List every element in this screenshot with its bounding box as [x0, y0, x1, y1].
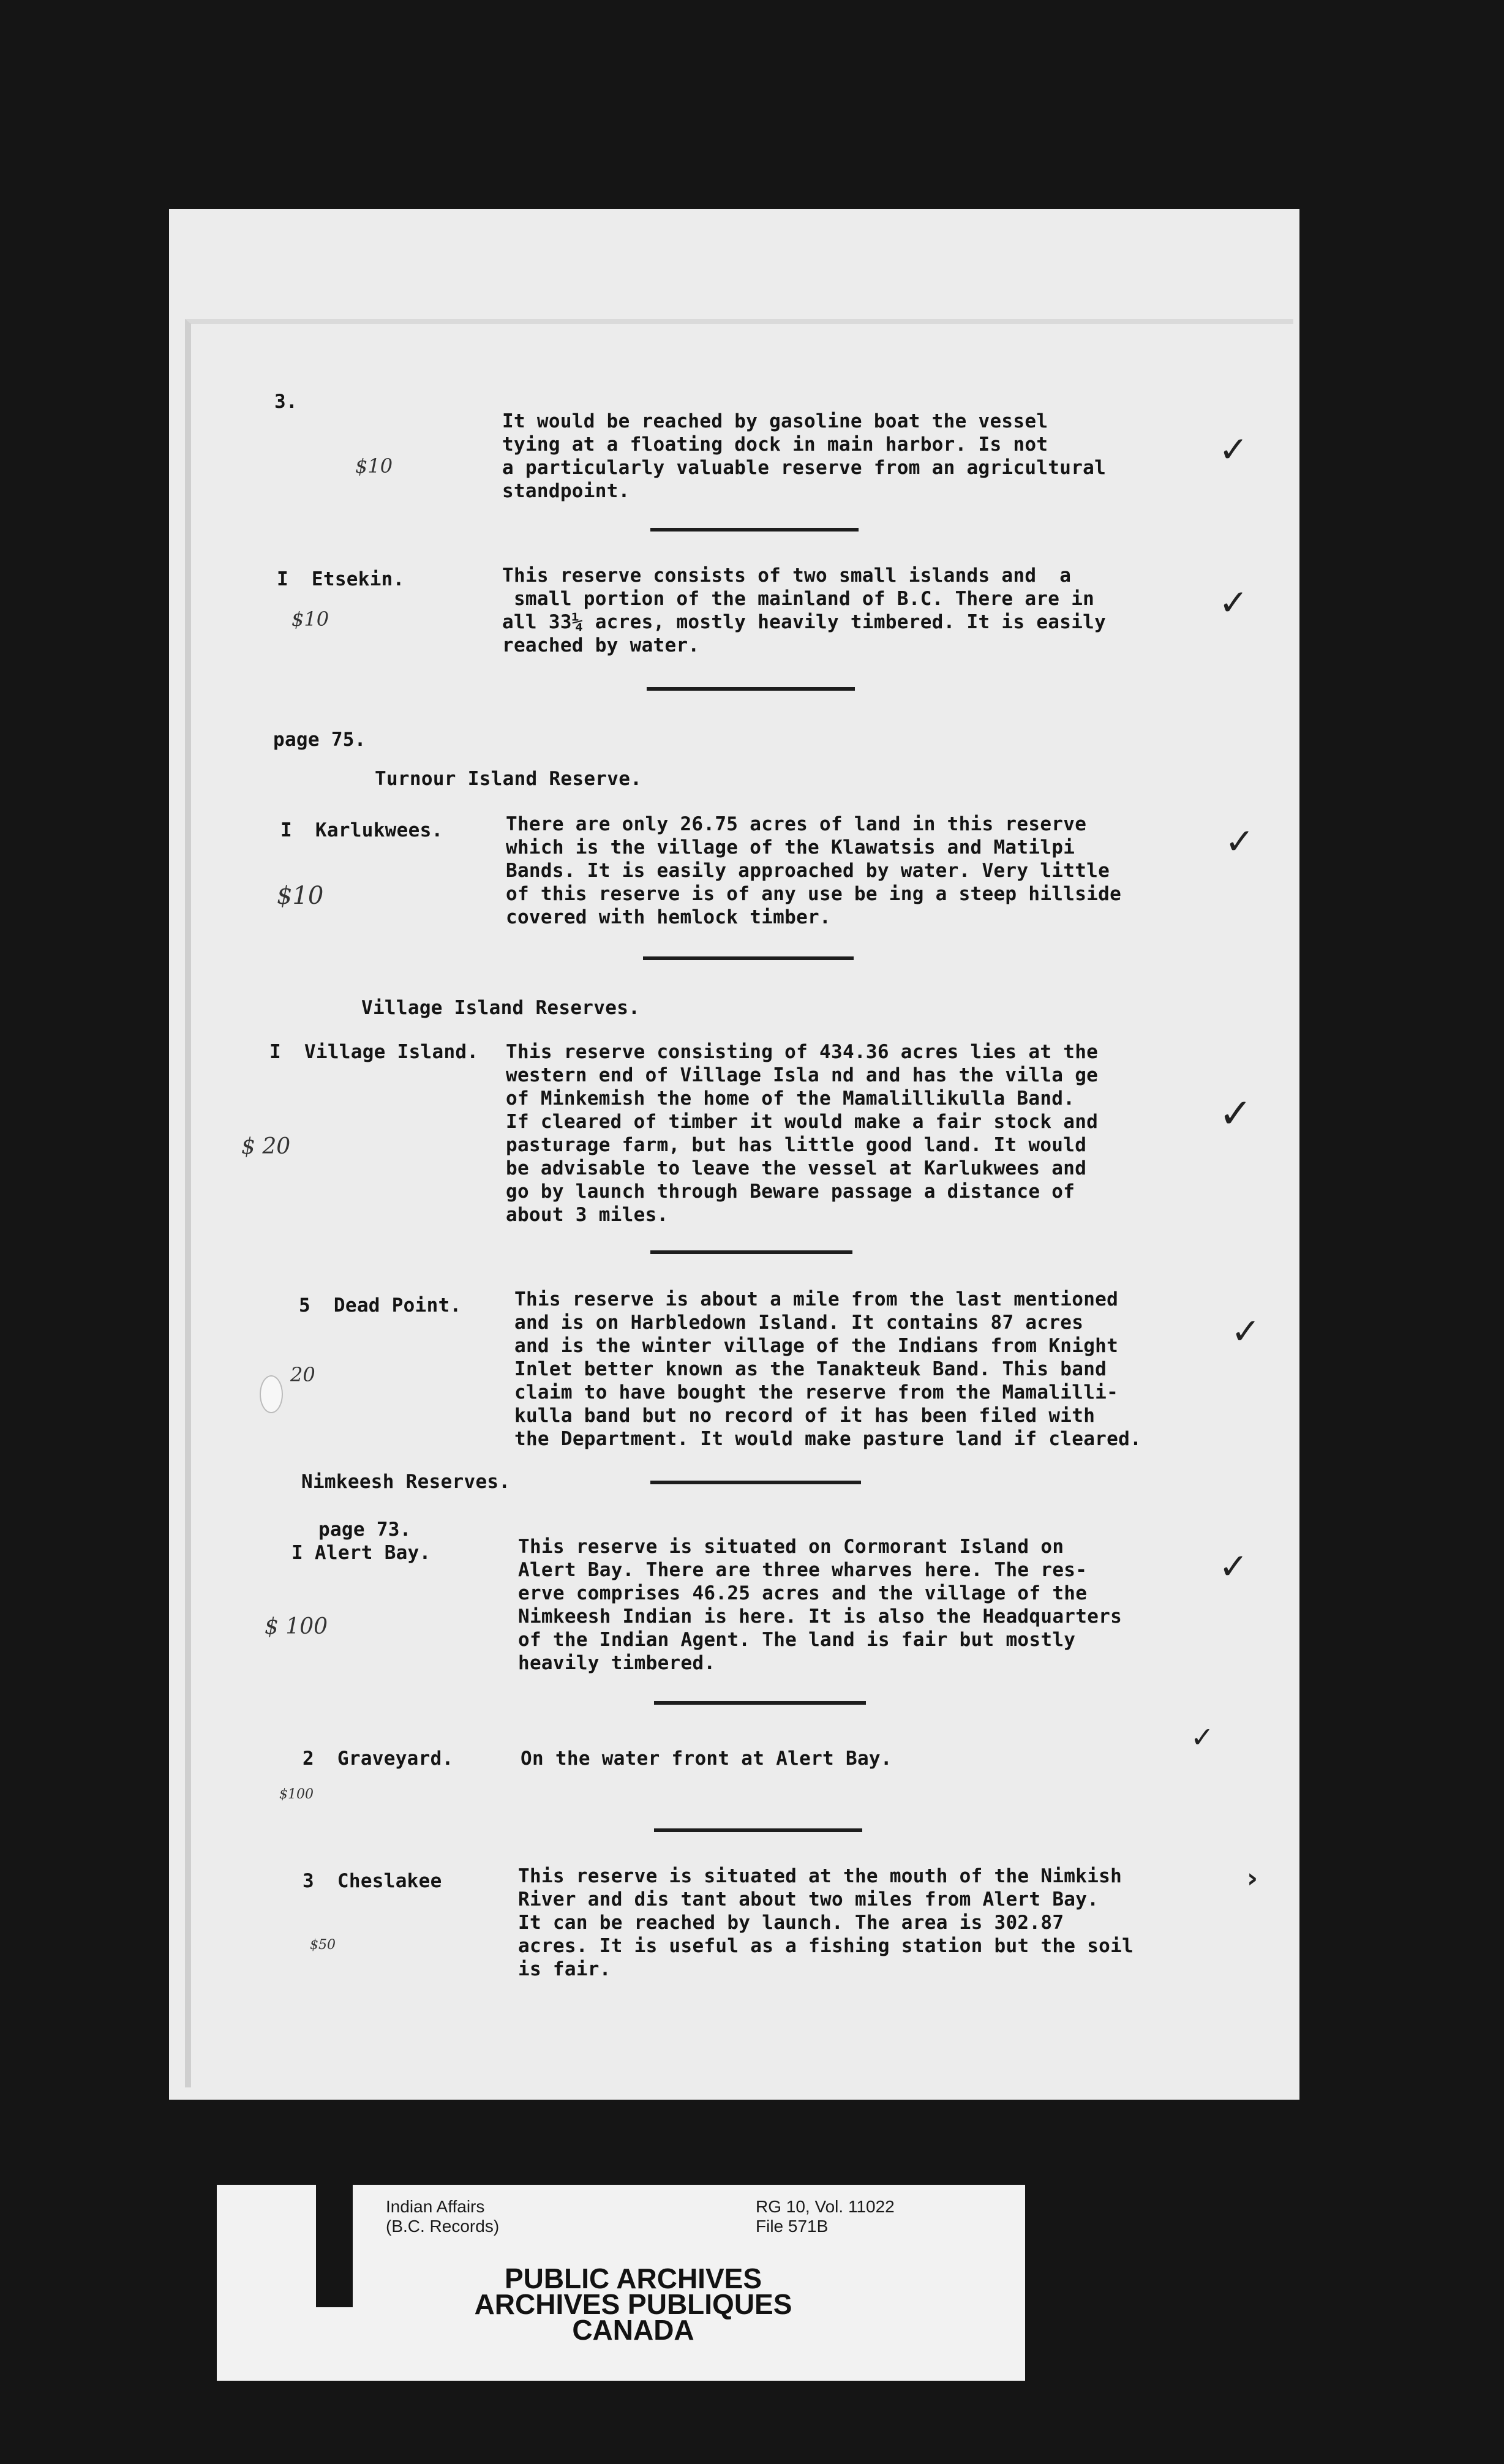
entry-line: of this reserve is of any use be ing a steep hillside [506, 883, 1122, 905]
check-mark: ✓ [1231, 1310, 1261, 1352]
entry-line: and is on Harbledown Island. It contains 87 acres [514, 1312, 1084, 1334]
margin-note: 20 [290, 1363, 315, 1386]
check-mark: › [1247, 1863, 1258, 1894]
entry-line: Bands. It is easily approached by water. Very little [506, 860, 1110, 882]
continuation-line: tying at a floating dock in main harbor. Is not [502, 434, 1048, 456]
margin-note: $ 100 [265, 1614, 328, 1639]
entry-line: covered with hemlock timber. [506, 906, 831, 928]
page-reference: page 73. [318, 1519, 412, 1541]
check-mark: ✓ [1219, 1546, 1249, 1587]
entry-line: On the water front at Alert Bay. [521, 1748, 892, 1770]
entry-label: 2 Graveyard. [303, 1748, 454, 1770]
check-mark: ✓ [1225, 821, 1255, 862]
section-rule [650, 1250, 852, 1254]
check-mark: ✓ [1219, 1090, 1253, 1137]
entry-line: pasturage farm, but has little good land. It would [506, 1134, 1087, 1156]
entry-line: the Department. It would make pasture land if cleared. [514, 1428, 1142, 1450]
section-rule [650, 528, 859, 531]
entry-line: Inlet better known as the Tanakteuk Band. This band [514, 1358, 1107, 1380]
entry-label: 3 Cheslakee [303, 1870, 442, 1892]
punch-hole [260, 1375, 283, 1413]
entry-line: all 33¼ acres, mostly heavily timbered. It is easily [502, 611, 1107, 633]
section-rule [654, 1828, 862, 1832]
page-number: 3. [274, 391, 298, 413]
page-reference: page 75. [273, 729, 366, 751]
archive-label-card [217, 2185, 1025, 2381]
continuation-line: standpoint. [502, 480, 630, 502]
archive-country: CANADA [572, 2314, 694, 2346]
entry-line: This reserve is situated on Cormorant Island on [518, 1536, 1064, 1558]
section-heading: Village Island Reserves. [361, 997, 641, 1019]
entry-line: reached by water. [502, 634, 700, 656]
margin-note: $10 [291, 607, 329, 631]
section-rule [650, 1481, 861, 1484]
collection-subname: (B.C. Records) [386, 2217, 500, 2236]
entry-line: which is the village of the Klawatsis and Matilpi [506, 836, 1075, 858]
label-notch [316, 2185, 353, 2307]
archive-title-fr: ARCHIVES PUBLIQUES [474, 2288, 792, 2320]
section-rule [643, 956, 854, 960]
entry-line: go by launch through Beware passage a distance of [506, 1181, 1075, 1203]
entry-label: I Alert Bay. [291, 1542, 431, 1564]
entry-line: of Minkemish the home of the Mamalillikulla Band. [506, 1087, 1075, 1110]
entry-line: and is the winter village of the Indians from Knight [514, 1335, 1119, 1357]
entry-line: small portion of the mainland of B.C. There are in [502, 588, 1095, 610]
entry-label: I Village Island. [269, 1041, 479, 1063]
margin-note: $ 20 [241, 1134, 291, 1159]
record-group: RG 10, Vol. 11022 [756, 2197, 895, 2216]
entry-line: is fair. [518, 1958, 611, 1980]
check-mark: ✓ [1219, 582, 1249, 623]
section-heading: Turnour Island Reserve. [375, 768, 642, 790]
entry-line: Alert Bay. There are three wharves here. The res- [518, 1559, 1088, 1581]
continuation-line: a particularly valuable reserve from an agricultural [502, 457, 1107, 479]
margin-note: $10 [277, 882, 324, 910]
entry-line: claim to have bought the reserve from the Mamalilli- [514, 1381, 1119, 1403]
section-rule [654, 1701, 866, 1705]
entry-line: kulla band but no record of it has been filed with [514, 1405, 1096, 1427]
entry-line: of the Indian Agent. The land is fair but mostly [518, 1629, 1076, 1651]
file-number: File 571B [756, 2217, 829, 2236]
entry-line: This reserve consists of two small islands and a [502, 565, 1072, 587]
entry-line: This reserve is situated at the mouth of the Nimkish [518, 1865, 1122, 1887]
entry-line: It can be reached by launch. The area is 302.87 [518, 1912, 1064, 1934]
entry-line: about 3 miles. [506, 1204, 669, 1226]
entry-line: heavily timbered. [518, 1652, 716, 1674]
entry-label: I Etsekin. [277, 568, 405, 590]
check-mark: ✓ [1190, 1721, 1214, 1754]
entry-line: western end of Village Isla nd and has the villa ge [506, 1064, 1099, 1086]
margin-note: $100 [279, 1787, 314, 1802]
entry-label: 5 Dead Point. [299, 1294, 462, 1317]
collection-name: Indian Affairs [386, 2197, 485, 2216]
entry-line: There are only 26.75 acres of land in this reserve [506, 813, 1087, 835]
entry-line: erve comprises 46.25 acres and the village of the [518, 1582, 1088, 1604]
margin-note-10: $10 [355, 454, 393, 478]
entry-line: acres. It is useful as a fishing station but the soil [518, 1935, 1134, 1957]
check-mark: ✓ [1219, 429, 1249, 470]
entry-line: This reserve is about a mile from the last mentioned [514, 1288, 1119, 1310]
entry-line: If cleared of timber it would make a fair stock and [506, 1111, 1099, 1133]
entry-line: River and dis tant about two miles from Alert Bay. [518, 1888, 1099, 1910]
entry-line: Nimkeesh Indian is here. It is also the Headquarters [518, 1606, 1122, 1628]
archive-title-en: PUBLIC ARCHIVES [505, 2263, 762, 2294]
continuation-line: It would be reached by gasoline boat the vessel [502, 410, 1048, 432]
section-heading: Nimkeesh Reserves. [301, 1471, 511, 1493]
section-rule [647, 687, 855, 691]
margin-note: $50 [310, 1937, 336, 1953]
entry-line: be advisable to leave the vessel at Karlukwees and [506, 1157, 1087, 1179]
entry-label: I Karlukwees. [280, 819, 443, 841]
entry-line: This reserve consisting of 434.36 acres lies at the [506, 1041, 1099, 1063]
